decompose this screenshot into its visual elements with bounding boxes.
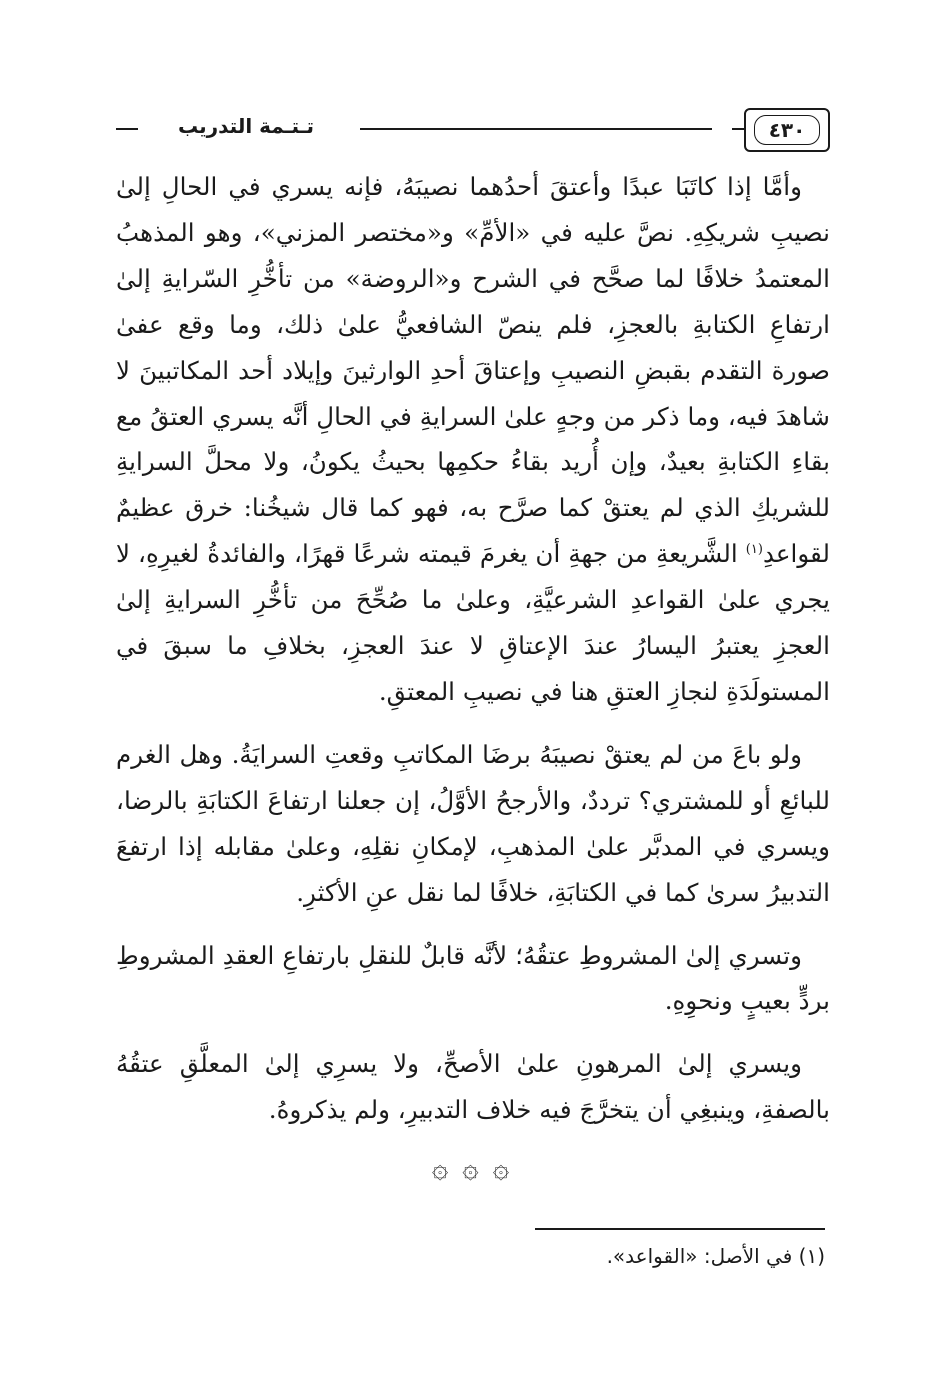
main-text [116, 164, 830, 1150]
header-rule-right [732, 128, 744, 130]
paragraph-3: وتسري إلىٰ المشروطِ عتقُهُ؛ لأنَّه قابلٌ للنقلِ بارتفاعِ العقدِ المشروطِ بردٍّ بعيبٍ ونحوِهِ. [116, 940, 830, 1016]
footnote-separator [535, 1228, 825, 1230]
page-number-frame [744, 108, 830, 152]
paragraph-2: ولو باعَ من لم يعتقْ نصيبَهُ برضَا المكاتبِ وقعتِ السرايَةُ. وهل الغرم للبائعِ أو للمشتري؟ ترددٌ، والأرجحُ الأوَّلُ، إن جعلنا ارتفاعَ الكتابَةِ بالرضا، ويسري في المدبَّر علىٰ المذهبِ، لإمكانِ نقلِهِ، وعلىٰ مقابله إذا ارتفعَ التدبيرُ سرىٰ كما في الكتابَةِ، خلافًا لما نقل عنِ الأكثرِ. [116, 739, 830, 907]
running-title: تـتـمة التدريب [177, 114, 315, 138]
header-rule-left [116, 128, 138, 130]
ornament-star-icon: ۞ [492, 1151, 510, 1184]
footnote-reference: (١) [745, 542, 763, 558]
paragraph-1-text-after: الشَّريعةِ من جهةِ أن يغرمَ قيمته شرعًا قهرًا، والفائدةُ لغيرِهِ، لا يجري علىٰ القواعدِ الشرعيَّةِ، وعلىٰ ما صُحِّحَ من تأخُّرِ السرايةِ إلىٰ العجزِ يعتبرُ اليسارُ عندَ الإعتاقِ لا عندَ العجزِ، بخلافِ ما سبقَ في المستولَدَةِ لنجازِ العتقِ هنا في نصيبِ المعتقِ. [116, 539, 830, 706]
paragraph-1 [116, 164, 830, 715]
running-header [116, 108, 830, 152]
ornament-star-icon: ۞ [431, 1151, 449, 1184]
page-number: ٤٣٠ [754, 115, 820, 145]
ornament-star-icon: ۞ [462, 1151, 479, 1184]
footnote: (١) في الأصل: «القواعد». [606, 1244, 825, 1268]
section-ornament [0, 1148, 941, 1188]
header-rule-middle [360, 128, 712, 130]
paragraph-1-text-before: وأمَّا إذا كاتَبَا عبدًا وأعتقَ أحدُهما نصيبَهُ، فإنه يسري في الحالِ إلىٰ نصيبِ شريكِهِ. نصَّ عليه في «الأمِّ» و«مختصر المزني»، وهو المذهبُ المعتمدُ خلافًا لما صحَّح في الشرح و«الروضة» من تأخُّرِ السّرايةِ إلىٰ ارتفاعِ الكتابةِ بالعجزِ، فلم ينصّ الشافعيُّ علىٰ ذلك، وما وقع عفىٰ صورة التقدم بقبضِ النصيبِ وإعتاقَ أحدِ الوارثينَ وإيلاد أحد المكاتبينَ لا شاهدَ فيه، وما ذكر من وجهٍ علىٰ السرايةِ في الحالِ أنَّه يسري العتقُ مع بقاءِ الكتابةِ بعيدٌ، وإن أُريد بقاءُ حكمِها بحيثُ يكونُ، ولا محلَّ السرايةِ للشريكِ الذي لم يعتقْ كما صرَّح به، فهو كما قال شيخُنا: خرق عظيمٌ لقواعدِ [116, 172, 830, 569]
paragraph-4: ويسري إلىٰ المرهونِ علىٰ الأصحِّ، ولا يسرِي إلىٰ المعلَّقِ عتقُهُ بالصفةِ، وينبغِي أن يتخرَّجَ فيه خلاف التدبيرِ، ولم يذكروهُ. [116, 1049, 830, 1125]
